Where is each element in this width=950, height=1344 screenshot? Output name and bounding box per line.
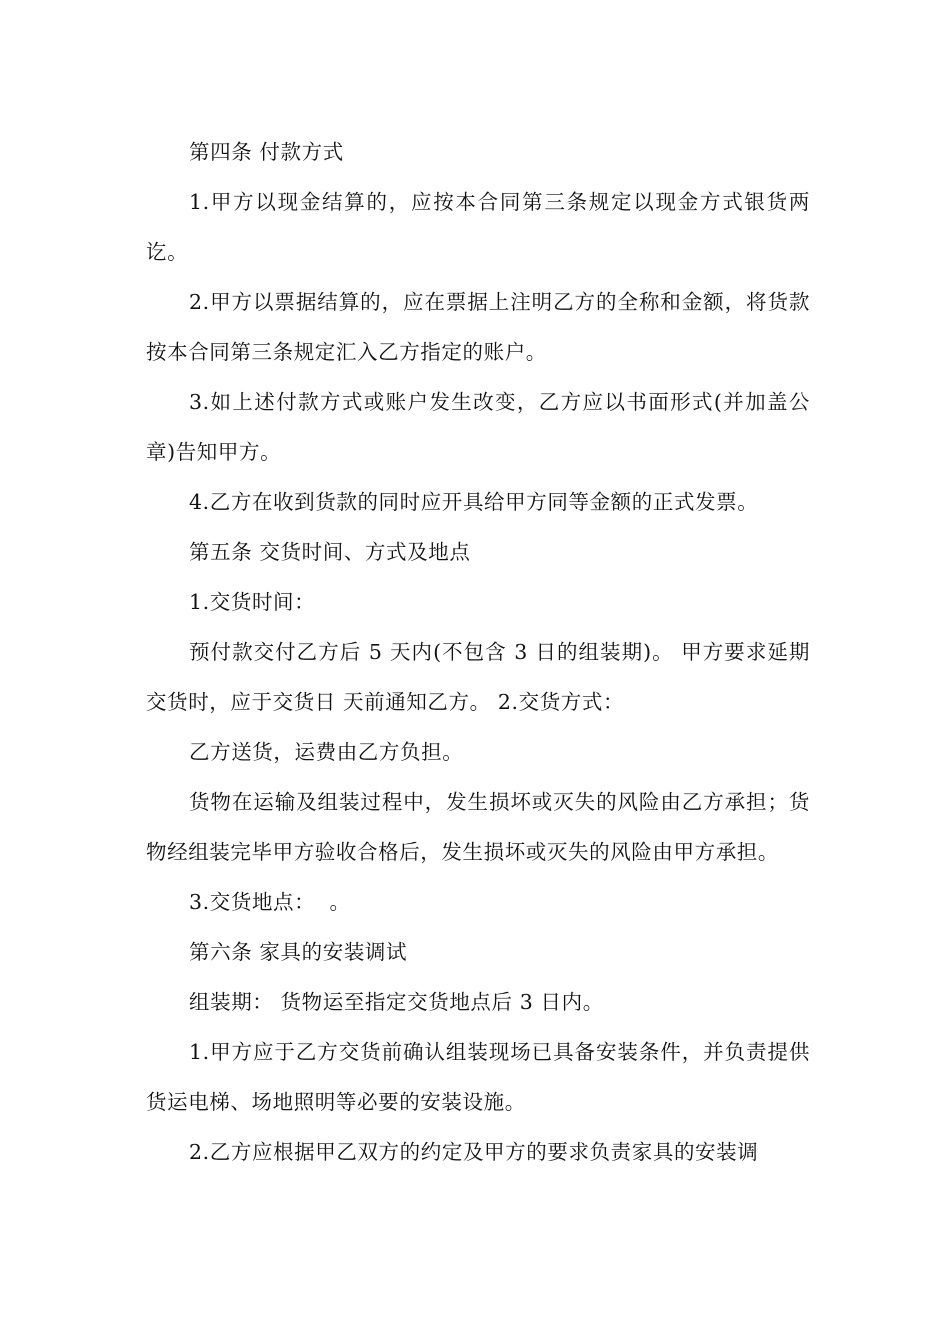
paragraph-4-3: 3.如上述付款方式或账户发生改变，乙方应以书面形式(并加盖公章)告知甲方。	[146, 390, 810, 464]
paragraph-4-1: 1.甲方以现金结算的，应按本合同第三条规定以现金方式银货两讫。	[146, 190, 810, 264]
paragraph-5-1-heading: 1.交货时间：	[189, 590, 316, 614]
paragraph-5-risk: 货物在运输及组装过程中，发生损坏或灭失的风险由乙方承担；货物经组装完毕甲方验收合格后，发生损坏或灭失的风险由甲方承担。	[146, 790, 810, 864]
paragraph-5-2-body: 乙方送货，运费由乙方负担。	[189, 740, 464, 764]
paragraph-4-2: 2.甲方以票据结算的，应在票据上注明乙方的全称和金额，将货款按本合同第三条规定汇入乙方指定的账户。	[146, 290, 810, 364]
paragraph-5-1-body: 预付款交付乙方后 5 天内(不包含 3 日的组装期)。 甲方要求延期交货时，应于交货日 天前通知乙方。 2.交货方式：	[146, 640, 810, 714]
paragraph-6-2: 2.乙方应根据甲乙双方的约定及甲方的要求负责家具的安装调	[189, 1140, 759, 1164]
paragraph-4-4: 4.乙方在收到货款的同时应开具给甲方同等金额的正式发票。	[189, 490, 759, 514]
paragraph-5-3: 3.交货地点： 。	[189, 890, 351, 914]
section-heading-article-6: 第六条 家具的安装调试	[189, 940, 408, 964]
section-heading-article-4: 第四条 付款方式	[189, 140, 344, 164]
contract-body	[146, 127, 810, 1177]
section-heading-article-5: 第五条 交货时间、方式及地点	[189, 540, 471, 564]
paragraph-6-1: 1.甲方应于乙方交货前确认组装现场已具备安装条件，并负责提供货运电梯、场地照明等必要的安装设施。	[146, 1040, 810, 1114]
paragraph-6-assembly-period: 组装期： 货物运至指定交货地点后 3 日内。	[189, 990, 604, 1014]
